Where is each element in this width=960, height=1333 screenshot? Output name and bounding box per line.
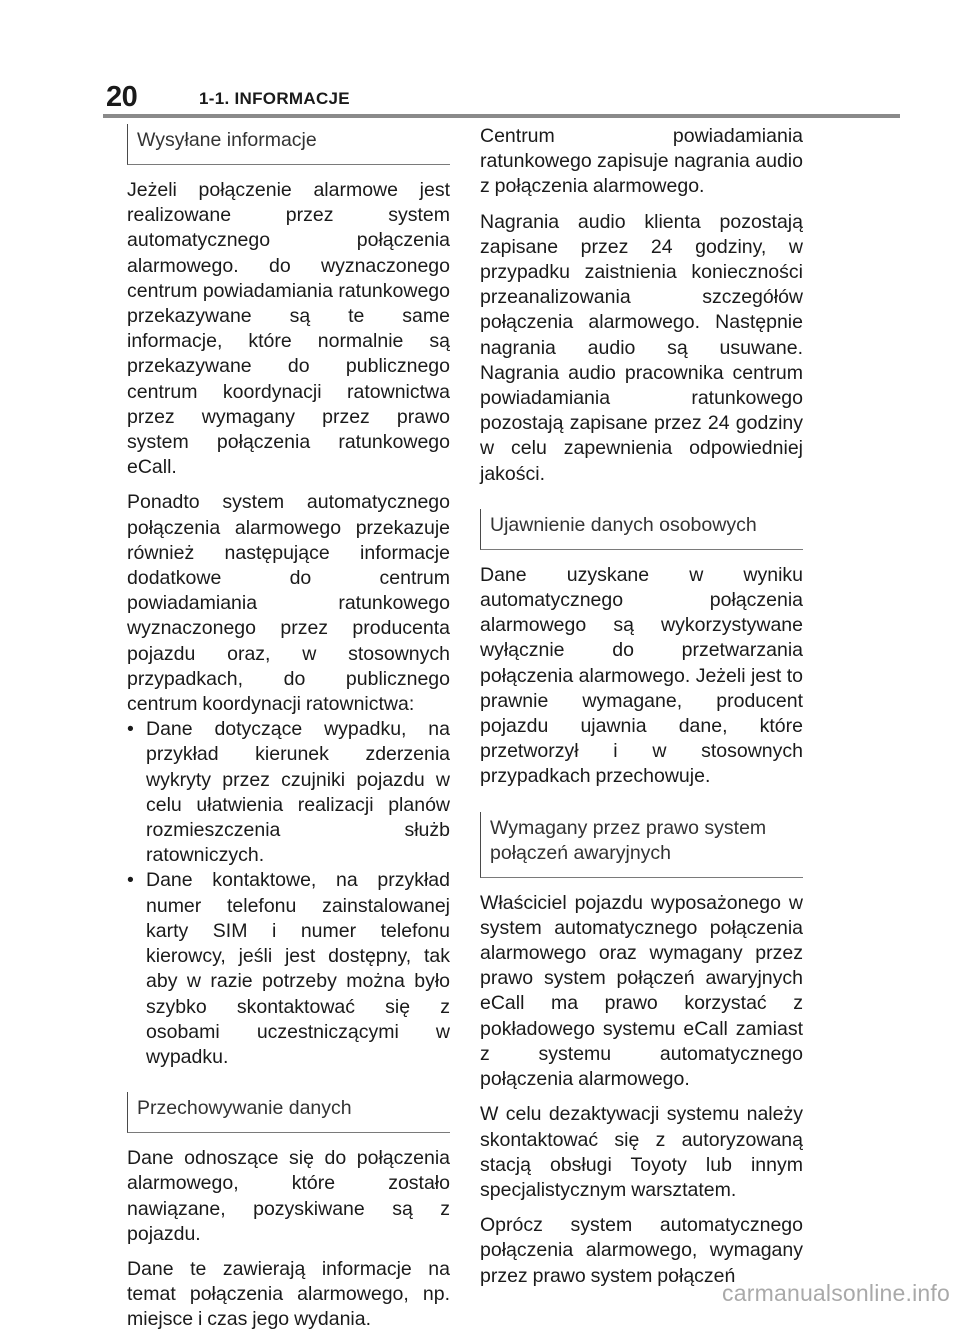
heading-personal-data-disclosure: Ujawnienie danych osobowych: [480, 509, 803, 550]
page-header: [103, 82, 900, 120]
bullet-icon: •: [127, 718, 134, 741]
paragraph: Ponadto system automatycznego połączenia alarmowego przekazuje również następujące informacje dodatkowe do centrum powiadamiania ratunkowego wyznaczonego przez producenta pojazdu oraz, w stosownych przypadkach, do publicznego centrum koordynacji ratownictwa:: [127, 491, 450, 716]
list-item: [127, 868, 450, 1070]
paragraph: Centrum powiadamiania ratunkowego zapisuje nagrania audio z połączenia alarmowego.: [480, 125, 803, 198]
section-title: 1-1. INFORMACJE: [199, 89, 350, 108]
paragraph: W celu dezaktywacji systemu należy skontaktować się z autoryzowaną stacją obsługi Toyoty lub innym specjalistycznym warsztatem.: [480, 1103, 803, 1201]
paragraph: Dane uzyskane w wyniku automatycznego połączenia alarmowego są wykorzystywane wyłącznie do przetwarzania połączenia alarmowego. Jeżeli jest to prawnie wymagane, producent pojazdu ujawnia dane, które przetworzył i w stosownych przypadkach przechowuje.: [480, 563, 803, 788]
bullet-icon: •: [127, 869, 134, 892]
list-item-text: Dane dotyczące wypadku, na przykład kierunek zderzenia wykryty przez czujniki pojazdu w celu ułatwienia realizacji planów rozmieszczenia służb ratowniczych.: [146, 718, 450, 867]
paragraph: Nagrania audio klienta pozostają zapisane przez 24 godziny, w przypadku zaistnienia konieczności przeanalizowania szczegółów połączenia alarmowego. Następnie nagrania audio są usuwane. Nagrania audio pracownika centrum powiadamiania ratunkowego pozostają zapisane przez 24 godziny w celu zapewnienia odpowiedniej jakości.: [480, 210, 803, 485]
list-item-text: Dane kontaktowe, na przykład numer telefonu zainstalowanej karty SIM i numer telefonu kierowcy, jeśli jest dostępny, tak aby w razie potrzeby można było szybko skontaktować się z osobami uczestniczącymi w wypadku.: [146, 869, 450, 1068]
paragraph: Jeżeli połączenie alarmowe jest realizowane przez system automatycznego połączenia alarmowego. do wyznaczonego centrum powiadamiania ratunkowego przekazywane są te same informacje, które normalnie są przekazywane do publicznego centrum koordynacji ratownictwa przez wymagany przez prawo system połączenia ratunkowego eCall.: [127, 179, 450, 479]
bullet-list: [127, 717, 450, 1070]
watermark: carmanualsonline.info: [722, 1280, 950, 1306]
left-column: [127, 124, 450, 1333]
heading-legal-emergency-system: Wymagany przez prawo system połączeń awaryjnych: [480, 812, 803, 878]
right-column: [480, 124, 803, 1289]
header-rule: [103, 114, 900, 118]
heading-sent-information: Wysyłane informacje: [127, 124, 450, 165]
list-item: [127, 717, 450, 868]
paragraph: Dane te zawierają informacje na temat połączenia alarmowego, np. miejsce i czas jego wydania.: [127, 1257, 450, 1331]
heading-data-storage: Przechowywanie danych: [127, 1092, 450, 1133]
paragraph: Oprócz system automatycznego połączenia alarmowego, wymagany przez prawo system połączeń: [480, 1214, 803, 1287]
paragraph: Dane odnoszące się do połączenia alarmowego, które zostało nawiązane, pozyskiwane są z pojazdu.: [127, 1147, 450, 1245]
page-number: 20: [106, 81, 138, 113]
paragraph: Właściciel pojazdu wyposażonego w system automatycznego połączenia alarmowego oraz wymagany przez prawo system połączeń awaryjnych eCall ma prawo korzystać z pokładowego systemu eCall zamiast z systemu automatycznego połączenia alarmowego.: [480, 891, 803, 1091]
